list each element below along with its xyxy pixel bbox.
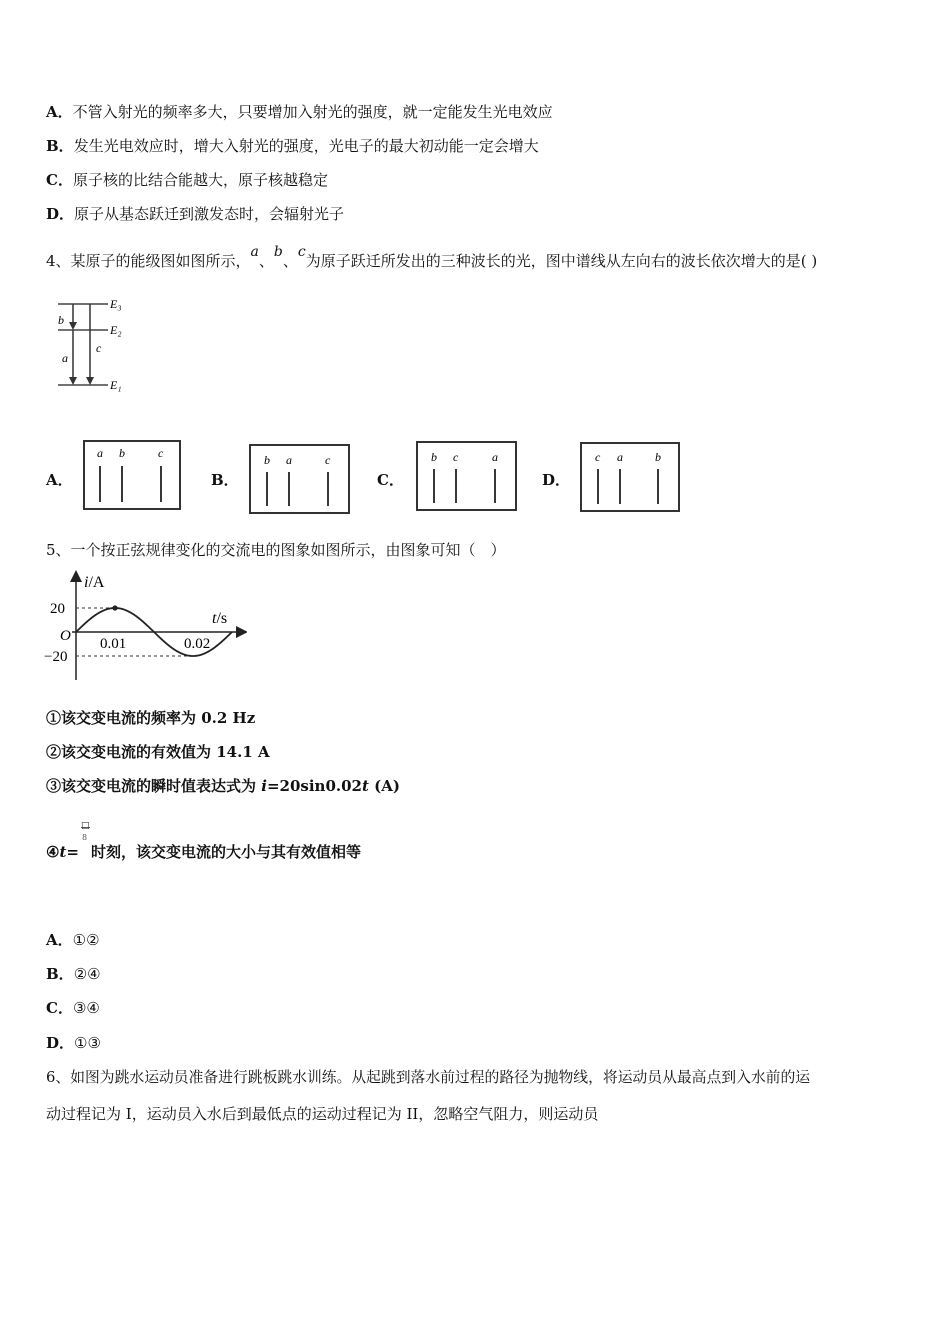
option-text: ②④ — [73, 965, 101, 983]
symbol-b: b — [273, 244, 283, 260]
line-label: b — [431, 450, 437, 464]
level-label-e1: E₁ — [110, 378, 122, 392]
separator: 、 — [282, 252, 298, 270]
option-text: ①② — [72, 931, 100, 949]
x-axis-label: t/s — [212, 610, 228, 627]
arrowhead-a — [69, 377, 77, 385]
symbol-c: c — [297, 244, 306, 260]
origin-label: O — [60, 628, 71, 644]
spectrum-b-lines — [251, 446, 348, 512]
spectrum-d-lines — [582, 444, 678, 510]
fraction-numerator: □ — [80, 821, 90, 831]
q4-option-d-spectrum — [580, 442, 680, 512]
q5-option-a — [46, 930, 100, 950]
fraction — [79, 821, 91, 862]
option-label: C． — [46, 999, 73, 1017]
option-text: 发生光电效应时，增大入射光的强度，光电子的最大初动能一定会增大 — [73, 137, 539, 155]
statement-mark: ④ — [46, 843, 60, 861]
option-text: ③④ — [72, 999, 100, 1017]
q6-stem-line-1: 6、如图为跳水运动员准备进行跳板跳水训练。从起跳到落水前过程的路径为抛物线，将运动员从最高点到入水前的运 — [46, 1069, 811, 1086]
q5-statement-2 — [46, 742, 270, 762]
spectrum-a-lines — [85, 442, 179, 508]
symbol-a: a — [250, 244, 259, 260]
x-tick-001: 0.01 — [100, 636, 127, 652]
option-label: A． — [46, 103, 73, 121]
peak-point — [112, 605, 117, 610]
equals: = — [66, 843, 79, 861]
stem-text: 4、某原子的能级图如图所示， — [46, 252, 251, 270]
statement-text: 该交变电流的瞬时值表达式为 — [61, 777, 262, 795]
variable-t: t — [59, 843, 67, 861]
q5-statement-3 — [46, 776, 400, 796]
option-label: B． — [46, 137, 74, 155]
option-label: A． — [46, 931, 73, 949]
line-label: a — [617, 450, 623, 464]
line-label: b — [264, 453, 270, 467]
level-label-e2: E₂ — [110, 323, 122, 337]
option-label: D． — [46, 1034, 75, 1052]
ac-current-graph — [42, 570, 247, 682]
separator: 、 — [258, 252, 274, 270]
line-label: b — [119, 446, 125, 460]
arrow-label-b: b — [58, 313, 64, 327]
q3-option-d — [46, 204, 344, 224]
option-text: ①③ — [74, 1034, 101, 1052]
statement-mark: ② — [46, 743, 62, 761]
statement-text: =20sin0.02 — [266, 777, 362, 795]
q6-stem-line-2: 动过程记为 I，运动员入水后到最低点的运动过程记为 II，忽略空气阻力，则运动员 — [46, 1105, 599, 1123]
line-label: a — [286, 453, 292, 467]
q5-option-b — [46, 964, 101, 984]
q5-stem: 5、一个按正弦规律变化的交流电的图象如图所示，由图象可知（ ） — [46, 541, 506, 559]
stem-text: 为原子跃迁所发出的三种波长的光，图中谱线从左向右的波长依次增大的是( ) — [305, 252, 818, 270]
option-text: 原子从基态跃迁到激发态时，会辐射光子 — [74, 205, 345, 223]
level-label-e3: E₃ — [110, 297, 122, 311]
statement-mark: ① — [46, 709, 62, 727]
q3-option-b — [46, 136, 539, 156]
line-label: a — [97, 446, 103, 460]
q5-statement-1 — [46, 708, 255, 728]
option-text: 原子核的比结合能越大，原子核越稳定 — [72, 171, 328, 189]
variable-t: t — [361, 777, 369, 795]
y-axis-label: i/A — [84, 574, 105, 591]
q4-option-a-spectrum — [83, 440, 181, 510]
q4-option-b-spectrum — [249, 444, 350, 514]
q4-option-c-label: C． — [377, 471, 404, 489]
line-label: a — [492, 450, 498, 464]
arrow-label-c: c — [96, 341, 102, 355]
q4-option-c-spectrum — [416, 441, 517, 511]
spectrum-c-lines — [418, 443, 515, 509]
q3-option-c — [46, 170, 328, 190]
q4-option-d-label: D． — [542, 471, 571, 489]
line-label: b — [655, 450, 661, 464]
line-label: c — [453, 450, 459, 464]
y-tick-minus-20: −20 — [44, 649, 68, 665]
option-label: C． — [46, 171, 73, 189]
energy-level-diagram — [52, 294, 142, 402]
line-label: c — [595, 450, 601, 464]
statement-text: 该交变电流的有效值为 14.1 A — [61, 743, 270, 761]
statement-mark: ③ — [46, 777, 62, 795]
line-label: c — [325, 453, 331, 467]
q4-option-a-label: A． — [46, 471, 73, 489]
q5-option-d — [46, 1033, 101, 1053]
q5-option-c — [46, 998, 100, 1018]
fraction-denominator: 8 — [81, 833, 88, 842]
option-label: D． — [46, 205, 75, 223]
arrow-label-a: a — [62, 351, 68, 365]
option-label: B． — [46, 965, 74, 983]
statement-text: (A) — [368, 777, 400, 795]
arrowhead-c — [86, 377, 94, 385]
statement-text: 该交变电流的频率为 0.2 Hz — [61, 709, 256, 727]
q3-option-a — [46, 102, 553, 122]
y-tick-20: 20 — [50, 601, 65, 617]
q4-stem — [46, 244, 818, 272]
q4-option-b-label: B． — [211, 471, 239, 489]
arrowhead-b — [69, 322, 77, 330]
x-tick-002: 0.02 — [184, 636, 211, 652]
statement-text: 时刻，该交变电流的大小与其有效值相等 — [90, 843, 361, 861]
q5-statement-4 — [46, 821, 361, 862]
line-label: c — [158, 446, 164, 460]
variable-i: i — [261, 777, 267, 795]
option-text: 不管入射光的频率多大，只要增加入射光的强度，就一定能发生光电效应 — [72, 103, 553, 121]
